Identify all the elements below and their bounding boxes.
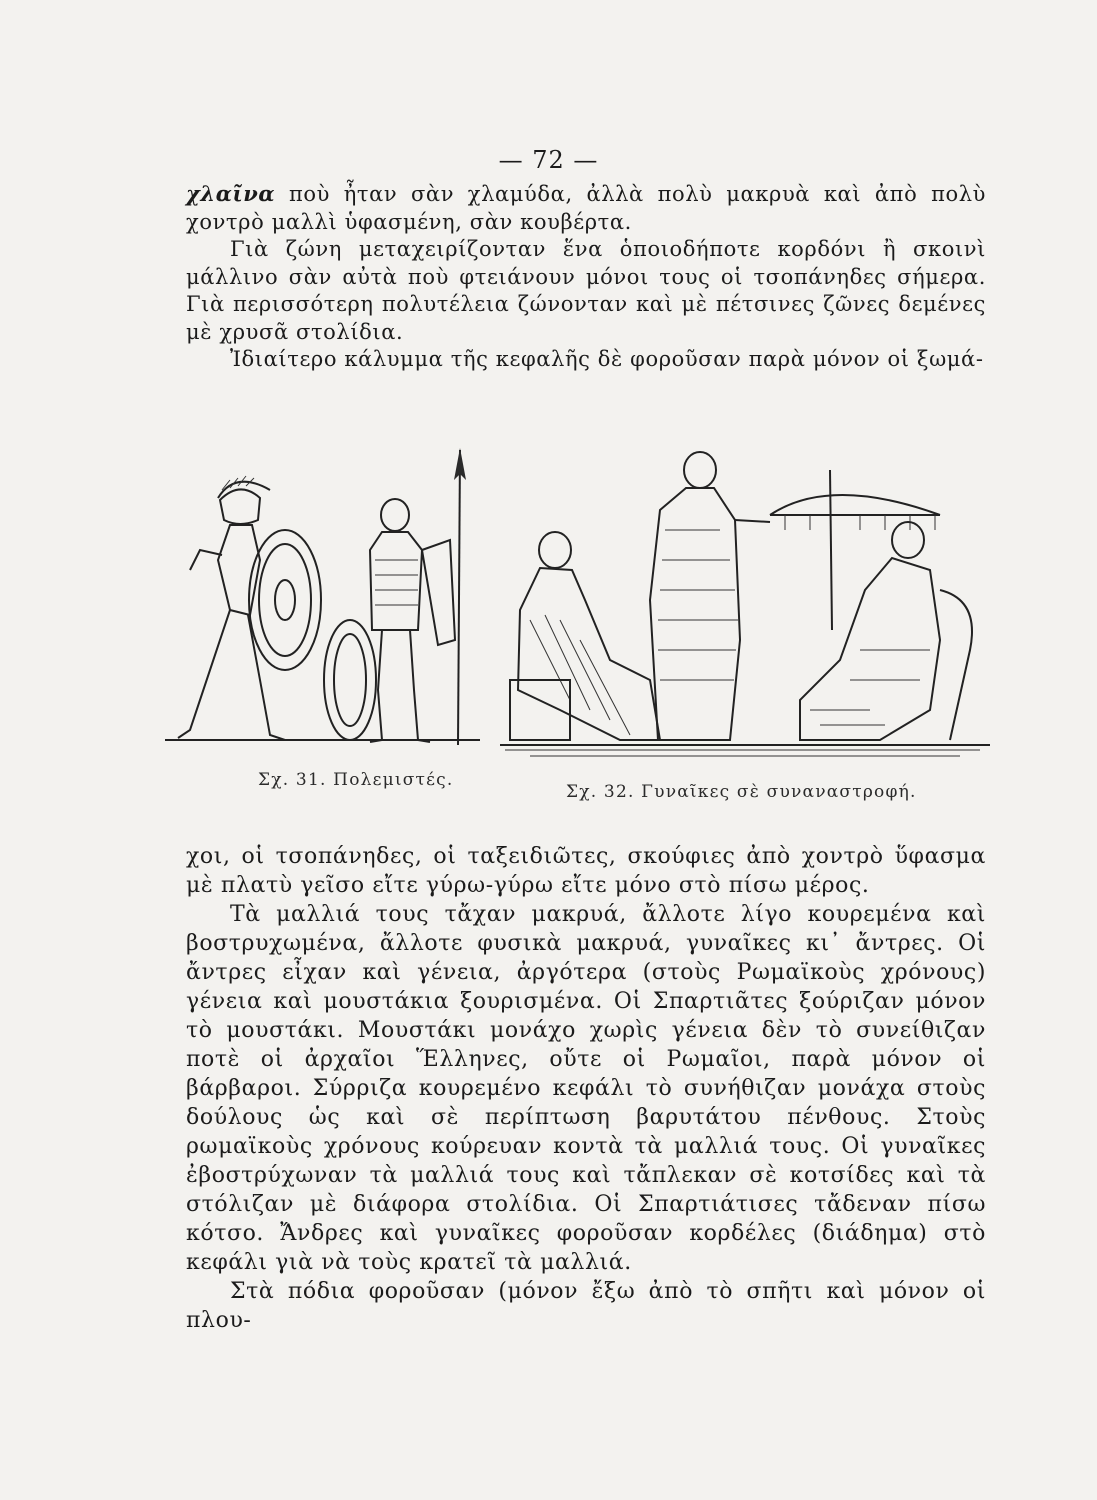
women-illustration [500, 440, 1000, 770]
figure-31-caption: Σχ. 31. Πολεμιστές. [258, 770, 454, 790]
figure-women [500, 440, 1000, 770]
parasol [770, 470, 940, 630]
figure-warriors [160, 440, 490, 760]
paragraph-belt: Γιὰ ζώνη μεταχειρίζονταν ἕνα ὁποιοδήποτε κορδόνι ἢ σκοινὶ μάλλινο σὰν αὐτὰ ποὺ φτειάνουν μόνοι τους οἱ τσοπάνηδες σήμερα. Γιὰ περισσότερη πολυτέλεια ζώνονταν καὶ μὲ πέτσινες ζῶνες δεμένες μὲ χρυσᾶ στολίδια. [186, 237, 986, 344]
paragraph-headwear-continued: χοι, οἱ τσοπάνηδες, οἱ ταξειδιῶτες, σκούφιες ἀπὸ χοντρὸ ὕφασμα μὲ πλατὺ γεῖσο εἴτε γύρω-γύρω εἴτε μόνο στὸ πίσω μέρος. [186, 844, 986, 898]
paragraph-headwear: Ἰδιαίτερο κάλυμμα τῆς κεφαλῆς δὲ φοροῦσαν παρὰ μόνον οἱ ξωμά- [230, 347, 984, 371]
term-chlaina: χλαῖνα [186, 181, 276, 206]
page-number: — 72 — [498, 146, 599, 174]
paragraph-chlaina [186, 180, 986, 236]
paragraph-hair: Τὰ μαλλιά τους τἄχαν μακρυά, ἄλλοτε λίγο κουρεμένα καὶ βοστρυχωμένα, ἄλλοτε φυσικὰ μακρυά, γυναῖκες κι᾿ ἄντρες. Οἱ ἄντρες εἶχαν καὶ γένεια, ἀργότερα (στοὺς Ρωμαϊκοὺς χρόνους) γένεια καὶ μουστάκια ξουρισμένα. Οἱ Σπαρτιᾶτες ξούριζαν μόνον τὸ μουστάκι. Μουστάκι μονάχο χωρὶς γένεια δὲν τὸ συνείθιζαν ποτὲ οἱ ἀρχαῖοι Ἕλληνες, οὔτε οἱ Ρωμαῖοι, παρὰ μόνον οἱ βάρβαροι. Σύρριζα κουρεμένο κεφάλι τὸ συνήθιζαν μονάχα στοὺς δούλους ὡς καὶ σὲ περίπτωση βαρυτάτου πένθους. Στοὺς ρωμαϊκοὺς χρόνους κούρευαν κοντὰ τὰ μαλλιά τους. Οἱ γυναῖκες ἐβοστρύχωναν τὰ μαλλιά τους καὶ τἄπλεκαν σὲ κοτσίδες καὶ τὰ στόλιζαν μὲ διάφορα στολίδια. Οἱ Σπαρτιάτισες τἄδεναν πίσω κότσο. Ἄνδρες καὶ γυναῖκες φοροῦσαν κορδέλες (διάδημα) στὸ κεφάλι γιὰ νὰ τοὺς κρατεῖ τὰ μαλλιά. [186, 902, 986, 1275]
woman-standing [650, 452, 770, 740]
paragraph-chlaina-rest: ποὺ ἦταν σὰν χλαμύδα, ἀλλὰ πολὺ μακρυὰ καὶ ἀπὸ πολὺ χοντρὸ μαλλὶ ὑφασμένη, σὰν κουβέρτα. [186, 182, 986, 234]
warrior-spearman [324, 448, 466, 745]
warriors-illustration [160, 440, 490, 760]
warrior-hoplite [178, 476, 321, 740]
woman-seated-right [800, 522, 972, 740]
figure-32-caption: Σχ. 32. Γυναῖκες σὲ συναναστροφή. [566, 782, 917, 802]
paragraph-footwear: Στὰ πόδια φοροῦσαν (μόνον ἔξω ἀπὸ τὸ σπῆτι καὶ μόνον οἱ πλου- [186, 1279, 986, 1333]
top-text-block [186, 180, 986, 374]
bottom-text-block [186, 842, 986, 1335]
woman-seated-left [510, 532, 660, 740]
